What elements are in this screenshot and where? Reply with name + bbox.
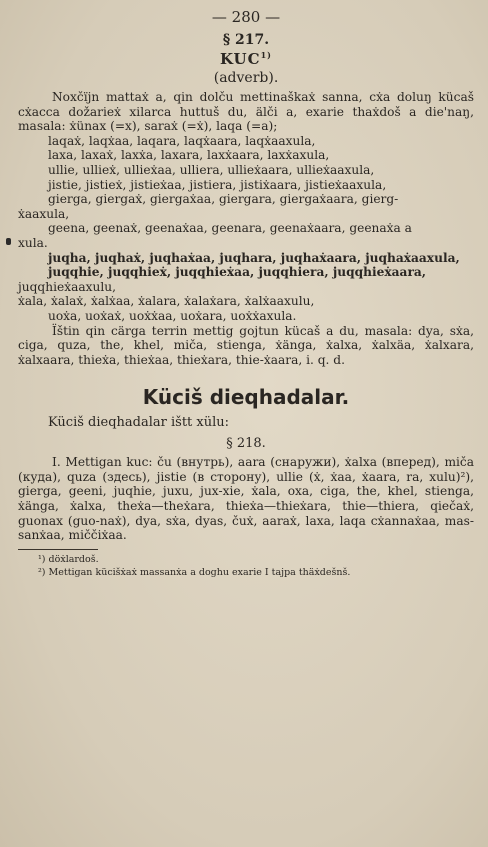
list-item: jistie, jistieẋ, jistieẋaa, jistiera, jistiẋaara, jistieẋaaxula,: [48, 177, 387, 192]
list-item: ullie, ullieẋ, ullieẋaa, ulliera, ullieẋaara, ullieẋaaxula,: [48, 162, 375, 177]
section-subtitle: (adverb).: [213, 70, 279, 86]
list-item-continuation: juqqhieẋaaxulu,: [18, 279, 116, 294]
footnote-2: ²) Mettigan kücišẋaẋ massanẋa a doghu exarie I tajpa thäẋdešnš.: [38, 566, 351, 578]
margin-mark: [6, 238, 11, 245]
title-footnote-ref: 1): [260, 50, 272, 60]
list-item: gierga, giergaẋ, giergaẋaa, giergara, giergaẋaara, gierg-: [48, 192, 399, 207]
footnote-divider: [18, 549, 98, 550]
intro-paragraph: Noxčïjn mattaẋ a, qin dolču mettinaškaẋ sanna, cẋa doluŋ kücaš cẋacca dožarieẋ xilarca huttuš du, älči a, exarie thaẋdoš a die'naŋ, masala: ẋünax (=x), saraẋ (=ẋ), laqa (=a);: [18, 90, 474, 134]
list-item: laqaẋ, laqẋaa, laqara, laqẋaara, laqẋaaxula,: [48, 133, 316, 148]
body-paragraph: Ïštin qin cärga terrin mettig gojtun kücaš a du, masala: dya, sẋa, ciga, quza, the, khel, miča, stienga, ẋänga, ẋalxa, ẋalxäa, ẋalxara, ẋalxaara, thieẋa, thieẋaa, thieẋara, thie-ẋaara, i. q. d.: [18, 323, 474, 367]
section-number: § 217.: [222, 32, 270, 48]
list-item: geena, geenaẋ, geenaẋaa, geenara, geenaẋaara, geenaẋa a: [48, 221, 412, 236]
section-title: [18, 50, 474, 68]
list-item: juqha, juqhaẋ, juqhaẋaa, juqhara, juqhaẋaara, juqhaẋaaxula,: [48, 250, 460, 265]
chapter-subheading: Küciš dieqhadalar ištt xülu:: [48, 415, 230, 431]
list-item: ẋala, ẋalaẋ, ẋalẋaa, ẋalara, ẋalaẋara, ẋalẋaaxulu,: [18, 294, 315, 309]
list-item-continuation: xula.: [18, 235, 48, 250]
page-number: — 280 —: [211, 8, 281, 26]
list-item: laxa, laxaẋ, laxẋa, laxara, laxẋaara, laxẋaxula,: [48, 148, 330, 163]
declension-list: [18, 134, 474, 324]
list-item-continuation: ẋaaxula,: [18, 206, 70, 221]
chapter-heading: Küciš dieqhadalar.: [142, 385, 350, 410]
footnote-1: ¹) döẋlardoš.: [38, 553, 99, 565]
list-item: juqqhie, juqqhieẋ, juqqhieẋaa, juqqhiera, juqqhieẋaara,: [48, 265, 427, 280]
list-item: uoẋa, uoẋaẋ, uoẋẋaa, uoẋara, uoẋẋaxula.: [48, 308, 297, 323]
title-text: KUC: [220, 50, 261, 68]
section-number-2: § 218.: [226, 436, 266, 452]
body-paragraph-2: I. Mettigan kuc: ču (внутрь), aara (снаружи), ẋalxa (вперед), miča (куда), quza (здесь), jistie (в сторону), ullie (ẋ, ẋaa, ẋaara, ra, xulu)²), gierga, geeni, juqhie, juxu, jux-xie, ẋala, oxa, ciga, the, khel, stienga, ẋänga, ẋalxa, theẋa—theẋara, thieẋa—thieẋara, thie—thiera, qiečaẋ, guonax (guo-naẋ), dya, sẋa, dyas, čuẋ, aaraẋ, laxa, laqa cẋannaẋaa, mas-sanẋaa, miččiẋaa.: [18, 455, 474, 543]
